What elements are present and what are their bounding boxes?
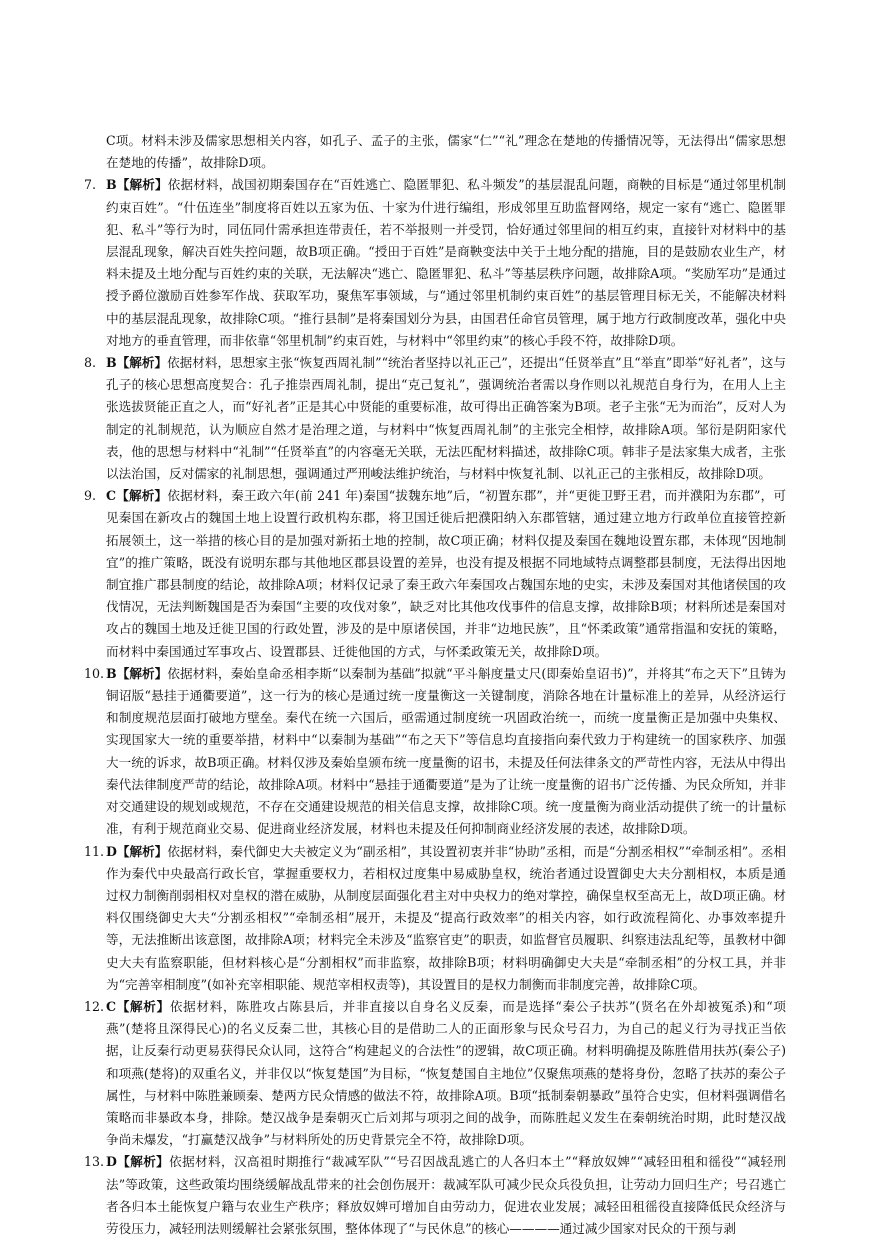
explanation-text: 依据材料，战国初期秦国存在“百姓逃亡、隐匿罪犯、私斗频发”的基层混乱问题，商鞅的目标是“通过邻里机制约束百姓”。“什伍连坐”制度将百姓以五家为伍、十家为什进行编组，形成邻里互助监督网络，规定一家有“逃亡、隐匿罪犯、私斗”等行为时，同伍同什需承担连带责任，若不举报则一并受罚，恰好通过邻里间的相互约束，直接针对材料中的基层混乱现象，解决百姓失控问题，故B项正确。“授田于百姓”是商鞅变法中关于土地分配的措施，目的是鼓励农业生产，材料未提及土地分配与百姓约束的关联，无法解决“逃亡、隐匿罪犯、私斗”等基层秩序问题，故排除A项。“奖励军功”是通过授予爵位激励百姓参军作战、获取军功，聚焦军事领域，与“通过邻里机制约束百姓”的基层管理目标无关，不能解决材料中的基层混乱现象，故排除C项。“推行县制”是将秦国划分为县，由国君任命官员管理，属于地方行政制度改革，强化中央对地方的垂直管理，而非依靠“邻里机制”约束百姓，与材料中“邻里约束”的核心手段不符，故排除D项。	[106, 177, 786, 348]
explanation-text: 依据材料，秦王政六年(前 241 年)秦国“拔魏东地”后，“初置东郡”，并“更徙卫野王君，而并濮阳为东郡”，可见秦国在新攻占的魏国土地上设置行政机构东郡，将卫国迁徙后把濮阳纳入东郡管辖，通过建立地方行政单位直接管控新拓展领土，这一举措的核心目的是加强对新拓土地的控制，故C项正确；材料仅提及秦国在魏地设置东郡，未体现“因地制宜”的推广策略，既没有说明东郡与其他地区郡县设置的差异，也没有提及根据不同地域特点调整郡县制度，无法得出因地制宜推广郡县制度的结论，故排除A项；材料仅记录了秦王政六年秦国攻占魏国东地的史实，未涉及秦国对其他诸侯国的攻伐情况，无法判断魏国是否为秦国“主要的攻伐对象”，缺乏对比其他攻伐事件的信息支撑，故排除B项；材料所述是秦国对攻占的魏国土地及迁徙卫国的行政处置，涉及的是中原诸侯国，并非“边地民族”，且“怀柔政策”通常指温和安抚的策略，而材料中秦国通过军事攻占、设置郡县、迁徙他国的方式，与怀柔政策无关，故排除D项。	[106, 488, 786, 659]
question-item-9	[86, 485, 786, 663]
question-number: 7.	[84, 177, 97, 193]
question-number: 13.	[84, 1154, 105, 1170]
explanation-text: 依据材料，陈胜攻占陈县后，并非直接以自身名义反秦，而是选择“秦公子扶苏”(贤名在外却被冤杀)和“项燕”(楚将且深得民心)的名义反秦二世，其核心目的是借助二人的正面形象与民众号召力，为自己的起义行为寻找正当依据，让反秦行动更易获得民众认同，这符合“构建起义的合法性”的逻辑，故C项正确。材料明确提及陈胜借用扶苏(秦公子)和项燕(楚将)的双重名义，并非仅以“恢复楚国”为目标，“恢复楚国自主地位”仅聚焦项燕的楚将身份，忽略了扶苏的秦公子属性，与材料中陈胜兼顾秦、楚两方民众情感的做法不符，故排除A项。B项“抵制秦朝暴政”虽符合史实，但材料强调借名策略而非暴政本身，排除。楚汉战争是秦朝灭亡后刘邦与项羽之间的战争，而陈胜起义发生在秦朝统治时期，此时楚汉战争尚未爆发，“打赢楚汉战争”与材料所处的历史背景完全不符，故排除D项。	[106, 998, 786, 1148]
explanation-text: 依据材料，思想家主张“恢复西周礼制”“统治者坚持以礼正己”，还提出“任贤举直”且“举直”即举“好礼者”，这与孔子的核心思想高度契合：孔子推崇西周礼制，提出“克己复礼”，强调统治者需以身作则以礼规范自身行为，在用人上主张选拔贤能正直之人，而“好礼者”正是其心中贤能的重要标准，故可得出正确答案为B项。老子主张“无为而治”，反对人为制定的礼制规范，认为顺应自然才是治理之道，与材料中“恢复西周礼制”的主张完全相悖，故排除A项。邹衍是阴阳家代表，他的思想与材料中“礼制”“任贤举直”的内容毫无关联，无法匹配材料描述，故排除C项。韩非子是法家集大成者，主张以法治国，反对儒家的礼制思想，强调通过严刑峻法维护统治，与材料中恢复礼制、以礼正己的主张相反，故排除D项。	[106, 355, 786, 482]
question-item-10	[86, 663, 786, 841]
answer-label: B【解析】	[106, 177, 168, 193]
question-item-13	[86, 1151, 786, 1240]
answer-label: B【解析】	[106, 355, 168, 371]
question-item-11	[86, 841, 786, 996]
answer-label: D【解析】	[106, 1154, 170, 1170]
continued-text: C项。材料未涉及儒家思想相关内容，如孔子、孟子的主张，儒家“仁”“礼”理念在楚地的传播情况等，无法得出“儒家思想在楚地的传播”，故排除D项。	[106, 133, 786, 171]
answer-label: C【解析】	[106, 998, 170, 1014]
explanation-text: 依据材料，秦始皇命丞相李斯“以秦制为基础”拟就“平斗斛度量丈尺(即秦始皇诏书)”，并将其“布之天下”且铸为铜诏版“悬挂于通衢要道”，这一行为的核心是通过统一度量衡这一关键制度，消除各地在计量标准上的差异，从经济运行和制度规范层面打破地方壁垒。秦代在统一六国后，亟需通过制度统一巩固政治统一，而统一度量衡正是加强中央集权、实现国家大一统的重要举措，材料中“以秦制为基础”“布之天下”等信息均直接指向秦代致力于构建统一的国家秩序、加强大一统的诉求，故B项正确。材料仅涉及秦始皇颁布统一度量衡的诏书，未提及任何法律条文的严苛性内容，无法从中得出秦代法律制度严苛的结论，故排除A项。材料中“悬挂于通衢要道”是为了让统一度量衡的诏书广泛传播、为民众所知，并非对交通建设的规划或规范，不存在交通建设规范的相关信息支撑，故排除C项。统一度量衡为商业活动提供了统一的计量标准，有利于规范商业交易、促进商业经济发展，材料也未提及任何抑制商业经济发展的表述，故排除D项。	[106, 665, 786, 837]
question-number: 11.	[84, 843, 105, 859]
explanation-text: 依据材料，汉高祖时期推行“裁减军队”“号召因战乱逃亡的人各归本土”“释放奴婢”“减轻田租和徭役”“减轻刑法”等政策，这些政策均围绕缓解战乱带来的社会创伤展开：裁减军队可减少民众兵役负担，让劳动力回归生产；号召逃亡者各归本土能恢复户籍与农业生产秩序；释放奴婢可增加自由劳动力，促进农业发展；减轻田租徭役直接降低民众经济与劳役压力，减轻刑法则缓解社会紧张氛围，整体体现了“与民休息”的核心————通过减少国家对民众的干预与剥	[106, 1154, 787, 1236]
question-number: 8.	[84, 355, 97, 371]
question-item-7	[86, 174, 786, 352]
question-number: 10.	[84, 665, 105, 681]
answer-label: B【解析】	[106, 665, 168, 681]
explanation-text: 依据材料，秦代御史大夫被定义为“副丞相”，其设置初衷并非“协助”丞相，而是“分割丞相权”“牵制丞相”。丞相作为秦代中央最高行政长官，掌握重要权力，若相权过度集中易威胁皇权，统治者通过设置御史大夫分割相权，本质是通过权力制衡削弱相权对皇权的潜在威胁，从制度层面强化君主对中央权力的绝对掌控，确保皇权至高无上，故D项正确。材料仅围绕御史大夫“分割丞相权”“牵制丞相”展开，未提及“提高行政效率”的相关内容，如行政流程简化、办事效率提升等，无法推断出该意图，故排除A项；材料完全未涉及“监察官吏”的职责，如监督官员履职、纠察违法乱纪等，虽教材中御史大夫有监察职能，但材料核心是“分割相权”而非监察，故排除B项；材料明确御史大夫是“牵制丞相”的分权工具，并非为“完善宰相制度”(如补充宰相职能、规范宰相权责等)，其设置目的是权力制衡而非制度完善，故排除C项。	[106, 843, 786, 992]
question-number: 9.	[84, 488, 97, 504]
question-item-12	[86, 996, 786, 1151]
continued-paragraph	[86, 130, 786, 174]
question-number: 12.	[84, 998, 105, 1014]
answer-explanations	[86, 130, 786, 1240]
answer-label: C【解析】	[106, 488, 168, 504]
question-item-8	[86, 352, 786, 485]
answer-label: D【解析】	[106, 843, 168, 859]
